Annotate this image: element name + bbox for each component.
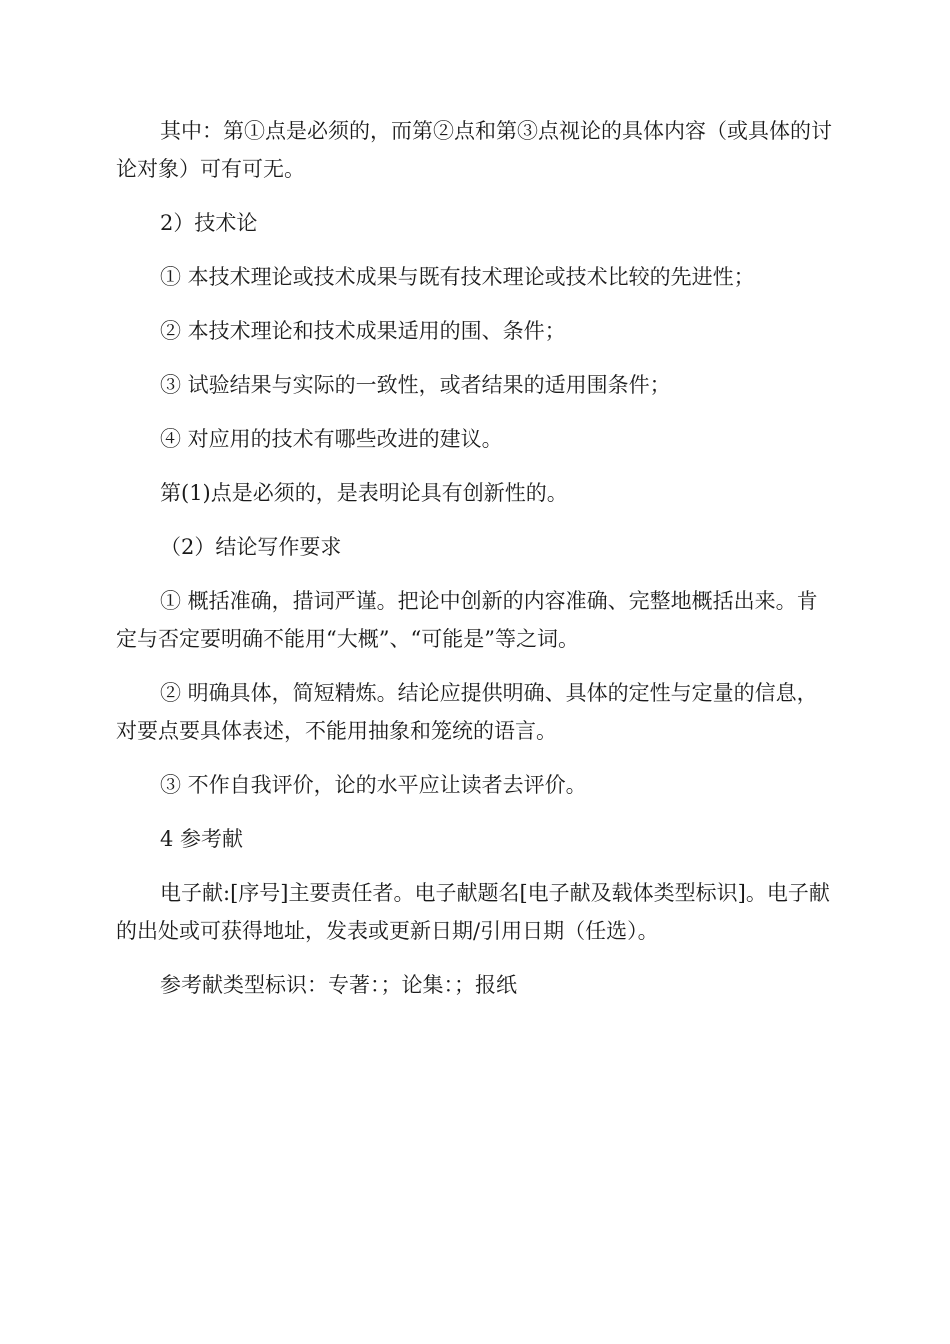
requirement-1: ① 概括准确，措词严谨。把论中创新的内容准确、完整地概括出来。肯定与否定要明确不能用“大概”、“可能是”等之词。: [116, 589, 818, 651]
heading-conclusion-requirements: （2）结论写作要求: [160, 535, 342, 559]
heading-references: 4 参考献: [160, 827, 244, 851]
requirement-2: ② 明确具体，简短精炼。结论应提供明确、具体的定性与定量的信息，对要点要具体表述，不能用抽象和笼统的语言。: [116, 681, 818, 743]
requirement-3: ③ 不作自我评价，论的水平应让读者去评价。: [160, 773, 587, 797]
list-item-2: ② 本技术理论和技术成果适用的围、条件；: [160, 319, 566, 343]
list-item-1: ① 本技术理论或技术成果与既有技术理论或技术比较的先进性；: [160, 265, 755, 289]
paragraph-electronic-reference: 电子献:[序号]主要责任者。电子献题名[电子献及载体类型标识]。电子献的出处或可获得地址，发表或更新日期/引用日期（任选）。: [116, 881, 830, 943]
list-item-3: ③ 试验结果与实际的一致性，或者结果的适用围条件；: [160, 373, 671, 397]
paragraph-1: 其中：第①点是必须的，而第②点和第③点视论的具体内容（或具体的讨论对象）可有可无。: [116, 119, 832, 181]
paragraph-point-one: 第(1)点是必须的，是表明论具有创新性的。: [160, 481, 568, 505]
list-item-4: ④ 对应用的技术有哪些改进的建议。: [160, 427, 503, 451]
heading-technical-discussion: 2）技术论: [160, 211, 258, 235]
paragraph-reference-types: 参考献类型标识：专著：；论集：；报纸: [160, 973, 517, 997]
